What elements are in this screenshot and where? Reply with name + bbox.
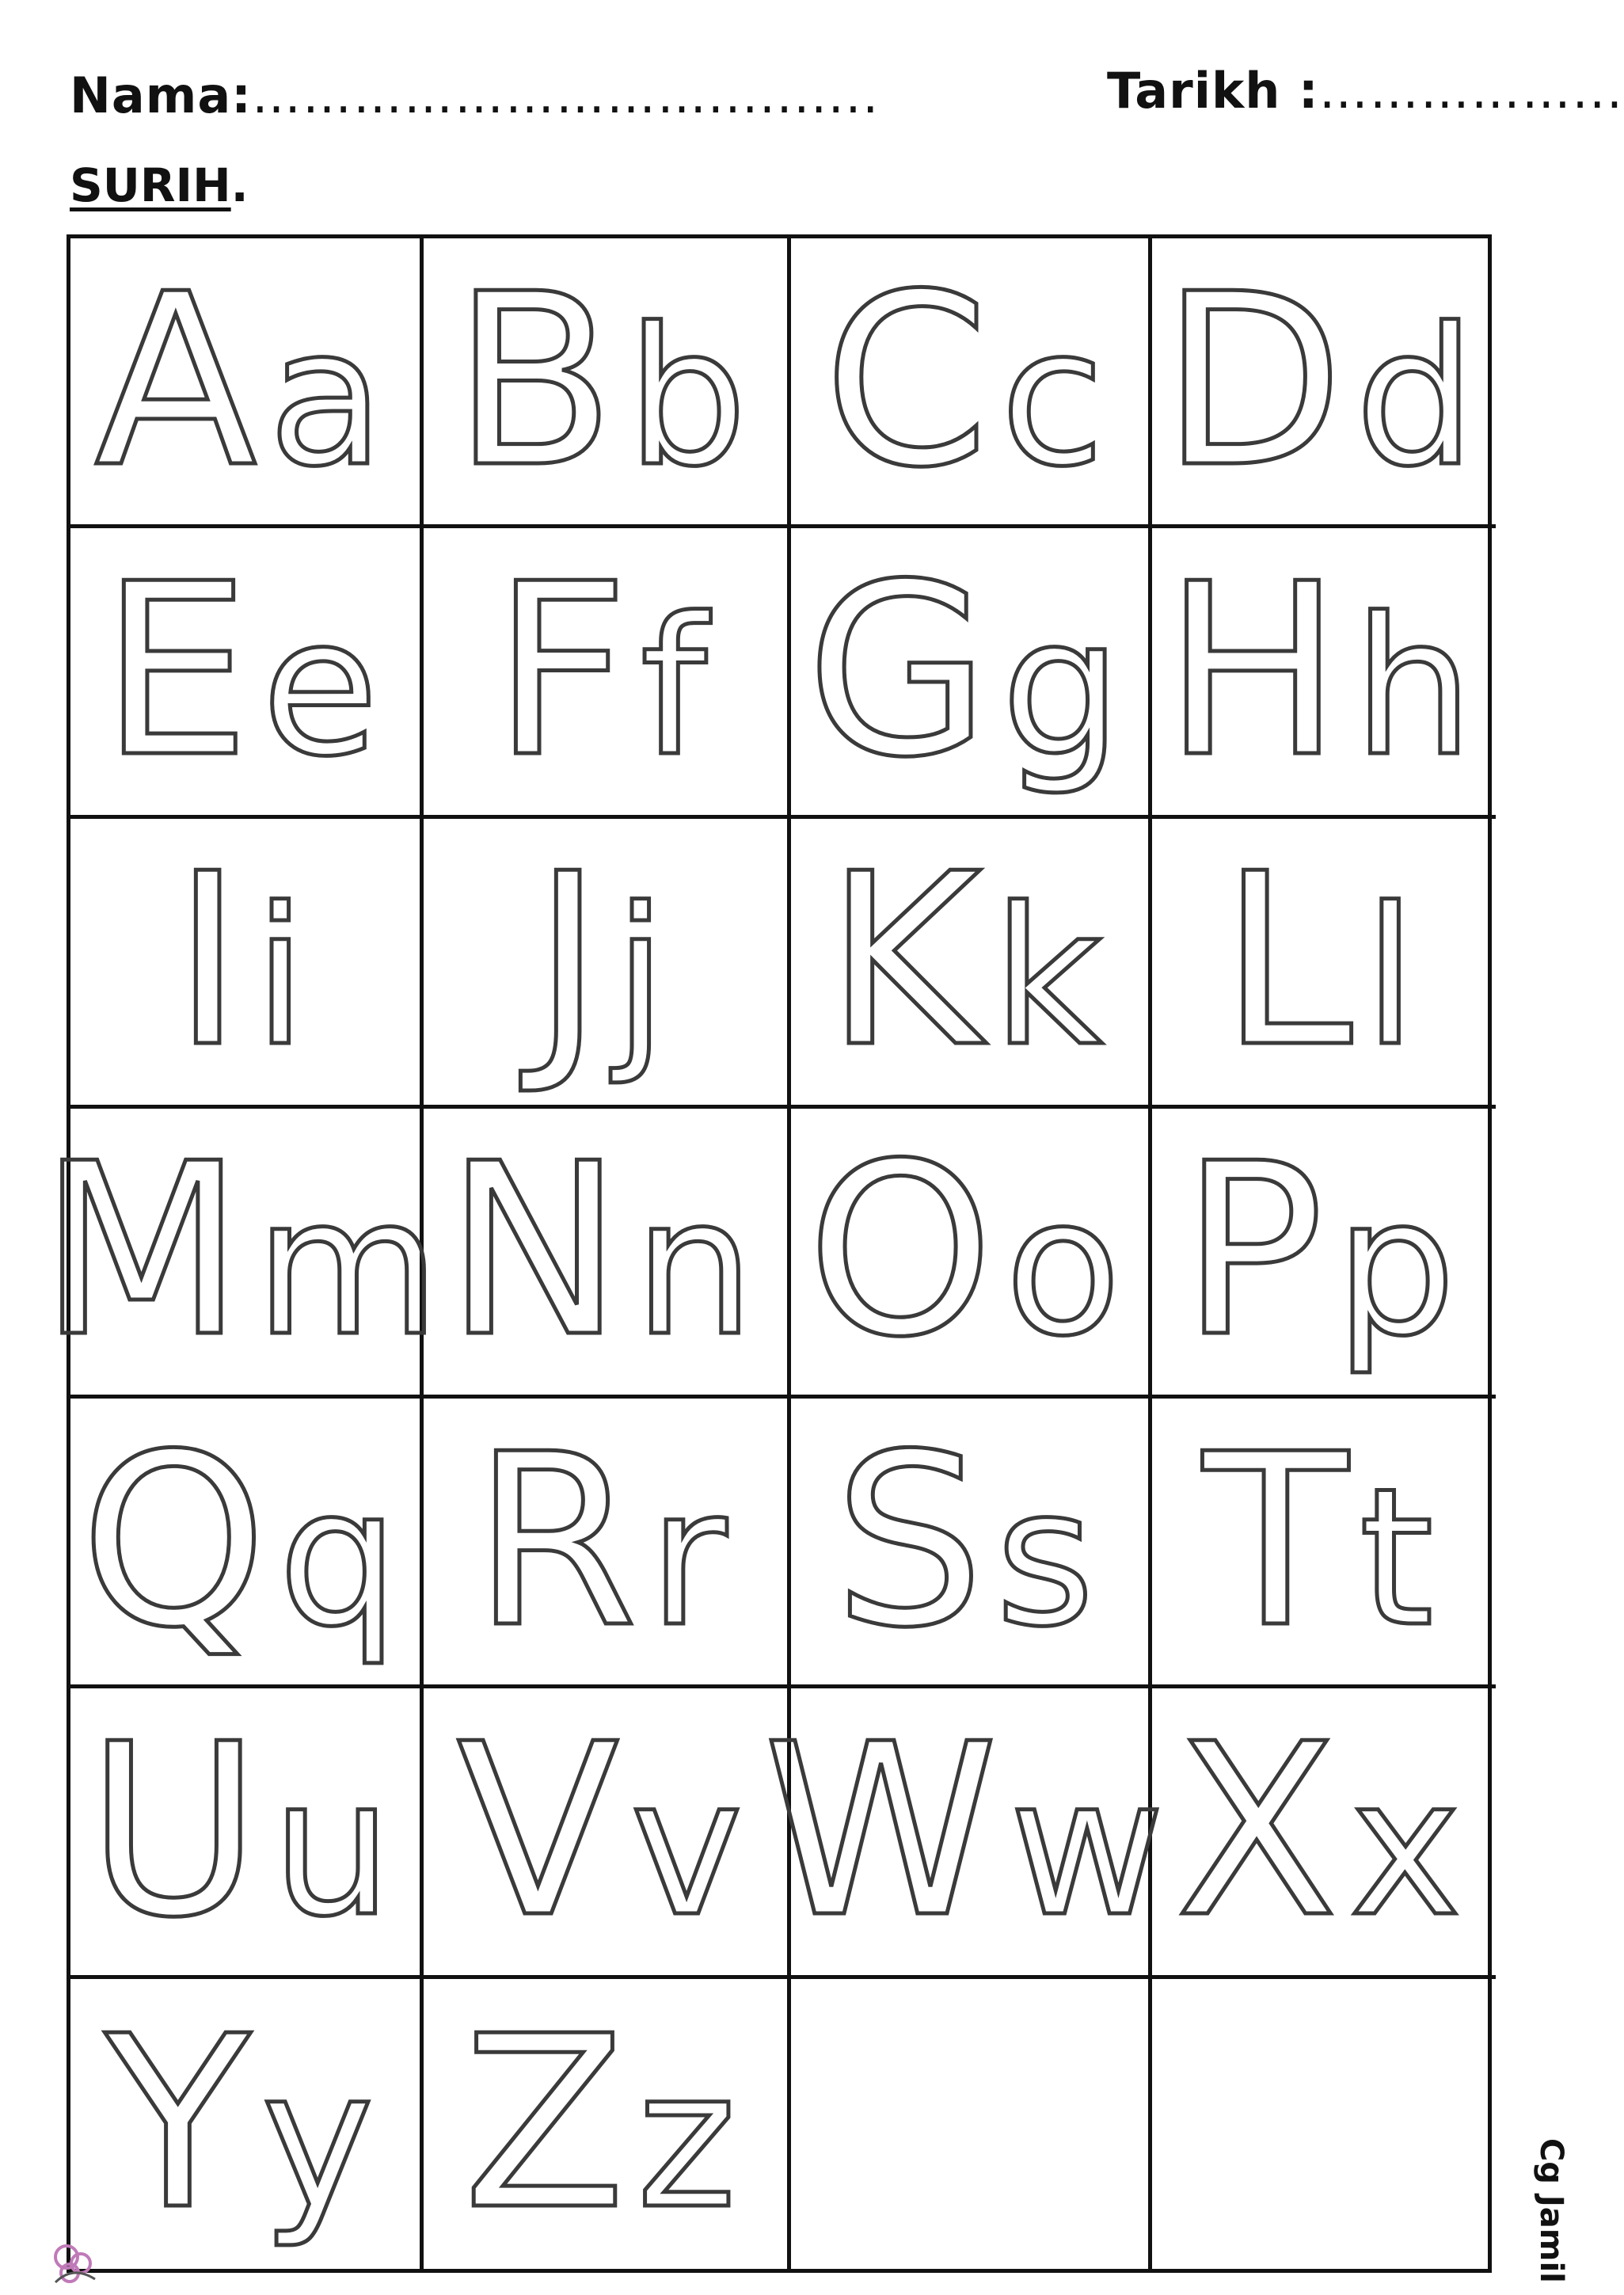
letter-pair: [472, 1402, 739, 1680]
letter-pair: [833, 1402, 1106, 1680]
tracing-cell-v: [424, 1688, 791, 1978]
lowercase-letter: p: [1335, 1156, 1467, 1379]
letter-pair: [86, 1693, 404, 1970]
letter-pair: [452, 242, 759, 520]
tracing-cell-d: [1152, 238, 1496, 528]
tracing-cell-s: [791, 1399, 1152, 1688]
letter-pair: [39, 1113, 451, 1390]
lowercase-letter: w: [1009, 1737, 1176, 1959]
letter-pair: [1220, 823, 1428, 1100]
lowercase-letter: b: [626, 286, 759, 508]
uppercase-letter: R: [472, 1402, 649, 1680]
letter-pair: [80, 1402, 410, 1680]
lowercase-letter: t: [1359, 1446, 1445, 1669]
letter-pair: [456, 1693, 755, 1970]
lowercase-letter: l: [1363, 866, 1428, 1089]
uppercase-letter: H: [1163, 532, 1353, 809]
lowercase-letter: z: [637, 2028, 748, 2251]
tracing-cell-x: [1152, 1688, 1496, 1978]
lowercase-letter: h: [1352, 576, 1485, 798]
tracing-cell-a: [70, 238, 424, 528]
lowercase-letter: k: [992, 866, 1114, 1089]
uppercase-letter: U: [86, 1693, 272, 1970]
flower-logo-icon: [49, 2233, 105, 2289]
instruction-heading: [70, 158, 249, 212]
letter-pair: [825, 823, 1114, 1100]
uppercase-letter: T: [1203, 1402, 1360, 1680]
lowercase-letter: f: [640, 576, 719, 798]
uppercase-letter: V: [456, 1693, 631, 1970]
lowercase-letter: c: [1000, 286, 1116, 508]
uppercase-letter: W: [763, 1693, 1010, 1970]
uppercase-letter: O: [807, 1113, 1006, 1390]
letter-pair: [462, 1985, 748, 2262]
name-blank-line: ………………………..........: [251, 67, 880, 124]
uppercase-letter: N: [445, 1113, 634, 1390]
uppercase-letter: M: [39, 1113, 256, 1390]
lowercase-letter: r: [648, 1446, 739, 1669]
uppercase-letter: D: [1161, 242, 1356, 520]
letter-pair: [823, 242, 1116, 520]
letter-pair: [492, 532, 719, 809]
uppercase-letter: Y: [105, 1985, 262, 2262]
uppercase-letter: E: [100, 532, 262, 809]
uppercase-letter: P: [1181, 1113, 1336, 1390]
uppercase-letter: L: [1220, 823, 1364, 1100]
tracing-cell-u: [70, 1688, 424, 1978]
date-blank-line: ……………...: [1318, 62, 1624, 120]
lowercase-letter: e: [261, 576, 390, 798]
worksheet-header: [70, 62, 1624, 130]
date-field[interactable]: [1107, 62, 1624, 120]
tracing-cell-e: [70, 528, 424, 818]
lowercase-letter: x: [1348, 1737, 1473, 1959]
uppercase-letter: F: [492, 532, 641, 809]
tracing-cell-p: [1152, 1109, 1496, 1399]
letter-pair: [1203, 1402, 1445, 1680]
tracing-cell-t: [1152, 1399, 1496, 1688]
uppercase-letter: G: [806, 532, 1002, 809]
lowercase-letter: a: [268, 286, 396, 508]
instruction-word: SURIH: [70, 158, 231, 212]
lowercase-letter: s: [995, 1446, 1106, 1669]
tracing-cell-c: [791, 238, 1152, 528]
letter-pair: [1175, 1693, 1473, 1970]
lowercase-letter: j: [614, 866, 679, 1089]
letter-pair: [807, 1113, 1132, 1390]
date-label: Tarikh :: [1107, 62, 1319, 120]
tracing-cell-h: [1152, 528, 1496, 818]
lowercase-letter: q: [278, 1446, 410, 1669]
uppercase-letter: I: [172, 823, 254, 1100]
uppercase-letter: J: [532, 823, 614, 1100]
lowercase-letter: i: [253, 866, 318, 1089]
letter-pair: [763, 1693, 1176, 1970]
tracing-cell-empty: [1152, 1979, 1496, 2269]
letter-pair: [445, 1113, 766, 1390]
tracing-cell-y: [70, 1979, 424, 2269]
tracing-cell-m: [39, 1109, 451, 1399]
tracing-cell-l: [1152, 819, 1496, 1109]
lowercase-letter: u: [272, 1737, 404, 1959]
tracing-cell-w: [763, 1688, 1176, 1978]
tracing-cell-b: [424, 238, 791, 528]
lowercase-letter: v: [630, 1737, 755, 1959]
uppercase-letter: C: [823, 242, 1001, 520]
lowercase-letter: n: [633, 1156, 766, 1379]
uppercase-letter: A: [94, 242, 268, 520]
lowercase-letter: m: [255, 1156, 451, 1379]
lowercase-letter: o: [1005, 1156, 1132, 1379]
uppercase-letter: Z: [462, 1985, 637, 2262]
letter-pair: [172, 823, 318, 1100]
tracing-cell-o: [791, 1109, 1152, 1399]
letter-pair: [806, 532, 1133, 809]
tracing-cell-q: [70, 1399, 424, 1688]
uppercase-letter: X: [1175, 1693, 1349, 1970]
letter-tracing-grid: [39, 234, 1492, 2273]
tracing-cell-z: [424, 1979, 791, 2269]
lowercase-letter: g: [1001, 576, 1133, 798]
tracing-cell-g: [791, 528, 1152, 818]
uppercase-letter: S: [833, 1402, 996, 1680]
instruction-suffix: .: [230, 158, 249, 212]
name-label: Nama:: [70, 67, 252, 124]
tracing-cell-j: [424, 819, 791, 1109]
uppercase-letter: Q: [80, 1402, 279, 1680]
letter-pair: [1161, 242, 1487, 520]
letter-pair: [105, 1985, 386, 2262]
name-field[interactable]: [70, 67, 880, 124]
tracing-cell-k: [791, 819, 1152, 1109]
letter-pair: [100, 532, 390, 809]
flower-logo-svg: [49, 2233, 105, 2289]
tracing-cell-i: [70, 819, 424, 1109]
tracing-cell-empty: [791, 1979, 1152, 2269]
letter-pair: [532, 823, 679, 1100]
lowercase-letter: d: [1355, 286, 1487, 508]
lowercase-letter: y: [261, 2028, 386, 2251]
tracing-cell-r: [424, 1399, 791, 1688]
letter-pair: [1181, 1113, 1467, 1390]
uppercase-letter: B: [452, 242, 627, 520]
letter-pair: [94, 242, 396, 520]
uppercase-letter: K: [825, 823, 993, 1100]
letter-pair: [1163, 532, 1485, 809]
tracing-cell-n: [424, 1109, 791, 1399]
tracing-cell-f: [424, 528, 791, 818]
author-credit: Cg Jamil: [1533, 2138, 1569, 2283]
